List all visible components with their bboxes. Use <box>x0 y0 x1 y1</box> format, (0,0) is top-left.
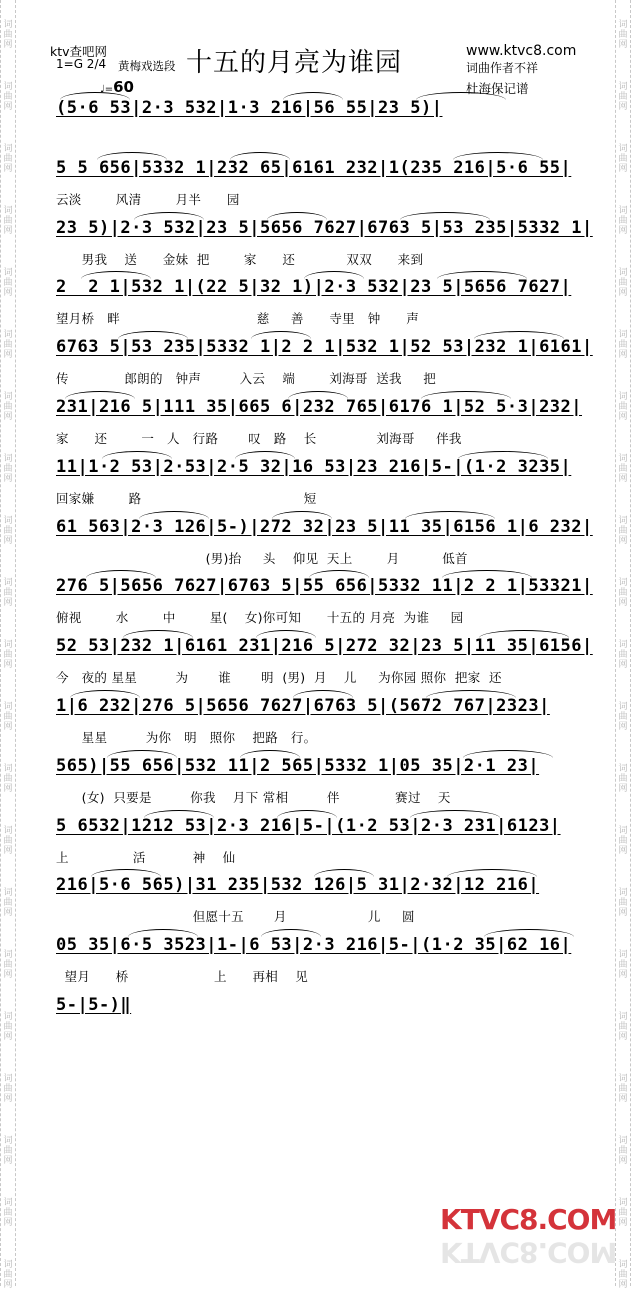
watermark-char: 词 <box>618 1012 628 1022</box>
watermark-char: 网 <box>618 226 628 236</box>
watermark-char: 词 <box>618 888 628 898</box>
slur-arc <box>118 331 188 339</box>
watermark-char: 曲 <box>618 30 628 40</box>
lyric-row: 望月桥 畔 慈 善 寺里 钟 声 <box>56 311 420 327</box>
notation-row: 11|1·2 53|2·53|2·5 32|16 53|23 216|5-|(1·2 3235| <box>56 456 572 477</box>
lyric-row: 家 还 一 人 行路 叹 路 长 刘海哥 伴我 <box>56 431 462 446</box>
notation-row: 23 5)|2·3 532|23 5|5656 7627|6763 5|53 235|5332 1| <box>56 217 593 238</box>
watermark-char: 词 <box>3 578 13 588</box>
watermark-char: 曲 <box>3 1208 13 1218</box>
composer-credit: 词曲作者不祥 <box>466 61 539 75</box>
watermark-stack <box>1 392 15 422</box>
watermark-char: 曲 <box>618 960 628 970</box>
watermark-char: 曲 <box>3 1146 13 1156</box>
watermark-char: 曲 <box>618 1146 628 1156</box>
watermark-char: 词 <box>3 950 13 960</box>
watermark-stack <box>616 1012 630 1042</box>
slur-arc <box>400 212 490 220</box>
slur-arc <box>314 869 374 877</box>
watermark-char: 网 <box>3 536 13 546</box>
watermark-char: 曲 <box>618 712 628 722</box>
watermark-char: 网 <box>3 412 13 422</box>
watermark-char: 网 <box>618 412 628 422</box>
watermark-char: 词 <box>618 144 628 154</box>
watermark-stack <box>616 454 630 484</box>
watermark-char: 词 <box>618 516 628 526</box>
lyric-row: 云淡 风清 月半 园 <box>56 191 240 207</box>
slur-arc <box>484 929 574 937</box>
watermark-char: 曲 <box>3 1084 13 1094</box>
watermark-char: 词 <box>3 1012 13 1022</box>
watermark-char: 曲 <box>618 92 628 102</box>
watermark-char: 词 <box>3 702 13 712</box>
watermark-char: 网 <box>3 102 13 112</box>
watermark-char: 词 <box>3 144 13 154</box>
slur-arc <box>442 570 532 578</box>
watermark-stack <box>616 392 630 422</box>
watermark-char: 词 <box>3 888 13 898</box>
watermark-char: 网 <box>3 598 13 608</box>
watermark-char: 曲 <box>3 92 13 102</box>
lyric-row: (女) 只要是 你我 月下 常相 伴 赛过 天 <box>56 789 451 805</box>
slur-arc <box>235 451 295 459</box>
watermark-char: 网 <box>618 1280 628 1290</box>
slur-arc <box>123 630 193 638</box>
watermark-char: 词 <box>3 392 13 402</box>
watermark-char: 词 <box>3 1198 13 1208</box>
watermark-stack <box>616 144 630 174</box>
watermark-char: 曲 <box>3 1022 13 1032</box>
watermark-char: 网 <box>3 908 13 918</box>
watermark-char: 曲 <box>3 898 13 908</box>
watermark-char: 词 <box>3 516 13 526</box>
site-url: www.ktvc8.com <box>466 43 577 59</box>
slur-arc <box>107 750 177 758</box>
watermark-char: 曲 <box>618 216 628 226</box>
notation-row: 5 6532|1212 53|2·3 216|5-|(1·2 53|2·3 231|6123| <box>56 815 561 836</box>
watermark-char: 曲 <box>3 960 13 970</box>
watermark-char: 曲 <box>3 588 13 598</box>
watermark-char: 网 <box>618 536 628 546</box>
watermark-char: 词 <box>618 1198 628 1208</box>
watermark-char: 网 <box>618 722 628 732</box>
watermark-char: 网 <box>618 288 628 298</box>
watermark-stack <box>1 640 15 670</box>
watermark-char: 曲 <box>618 402 628 412</box>
notation-row: (5·6 53|2·3 532|1·3 216|56 55|23 5)| <box>56 98 443 118</box>
transcriber-credit: 杜海保记谱 <box>466 81 529 96</box>
watermark-char: 曲 <box>618 836 628 846</box>
watermark-char: 曲 <box>3 154 13 164</box>
watermark-char: 网 <box>3 970 13 980</box>
slur-arc <box>139 511 209 519</box>
watermark-char: 词 <box>3 826 13 836</box>
slur-arc <box>426 690 516 698</box>
watermark-char: 网 <box>3 1218 13 1228</box>
watermark-char: 网 <box>3 40 13 50</box>
slur-arc <box>458 451 548 459</box>
slur-arc <box>277 810 337 818</box>
slur-arc <box>256 630 316 638</box>
watermark-stack <box>1 20 15 50</box>
watermark-char: 网 <box>3 846 13 856</box>
notation-row: 231|216 5|111 35|665 6|232 765|6176 1|52 5·3|232| <box>56 397 583 417</box>
watermark-char: 网 <box>618 40 628 50</box>
watermark-char: 网 <box>618 1094 628 1104</box>
slur-arc <box>304 271 364 279</box>
watermark-stack <box>1 888 15 918</box>
watermark-stack <box>1 516 15 546</box>
watermark-char: 曲 <box>3 340 13 350</box>
lyric-row: 星星 为你 明 照你 把路 行。 <box>56 730 317 745</box>
watermark-char: 网 <box>618 164 628 174</box>
watermark-stack <box>616 640 630 670</box>
watermark-stack <box>1 330 15 360</box>
lyric-row: (男)抬 头 仰见 天上 月 低首 <box>56 550 468 566</box>
watermark-stack <box>616 888 630 918</box>
watermark-char: 曲 <box>618 340 628 350</box>
watermark-char: 网 <box>618 908 628 918</box>
watermark-char: 词 <box>618 702 628 712</box>
watermark-char: 网 <box>3 1156 13 1166</box>
tempo-value: 60 <box>113 78 134 96</box>
watermark-char: 网 <box>618 598 628 608</box>
notation-row: 1|6 232|276 5|5656 7627|6763 5|(5672 767|2323| <box>56 696 550 716</box>
slur-arc <box>102 451 172 459</box>
notation-row: 52 53|232 1|6161 231|216 5|272 32|23 5|11 35|6156| <box>56 636 593 657</box>
watermark-char: 曲 <box>618 464 628 474</box>
watermark-char: 曲 <box>618 774 628 784</box>
watermark-char: 网 <box>3 164 13 174</box>
watermark-stack <box>1 1136 15 1166</box>
watermark-char: 曲 <box>3 278 13 288</box>
slur-arc <box>70 690 140 698</box>
watermark-stack <box>616 516 630 546</box>
slur-arc <box>251 331 311 339</box>
slur-arc <box>309 570 369 578</box>
watermark-char: 词 <box>618 578 628 588</box>
watermark-stack <box>616 206 630 236</box>
lyric-row: 回家嫌 路 短 <box>56 490 317 506</box>
ktvc8-logo: KTVC8.COM <box>440 1203 617 1236</box>
key-signature: 1=G 2/4 <box>56 57 107 71</box>
slur-arc <box>479 630 569 638</box>
watermark-char: 词 <box>618 1074 628 1084</box>
slur-arc <box>261 929 321 937</box>
slur-arc <box>267 212 327 220</box>
watermark-char: 词 <box>3 640 13 650</box>
notation-row: 565)|55 656|532 11|2 565|5332 1|05 35|2·1 23| <box>56 755 540 776</box>
watermark-char: 曲 <box>618 278 628 288</box>
lyric-row: 传 郎朗的 钟声 入云 端 刘海哥 送我 把 <box>56 371 437 387</box>
watermark-char: 曲 <box>3 712 13 722</box>
watermark-stack <box>1 764 15 794</box>
slur-arc <box>144 810 214 818</box>
watermark-stack <box>1 702 15 732</box>
watermark-stack <box>616 20 630 50</box>
watermark-char: 曲 <box>3 216 13 226</box>
slur-arc <box>463 750 553 758</box>
ktvc8-logo-reflection: KTVC8.COM <box>440 1236 617 1269</box>
notation-row: 5-|5-)‖ <box>56 995 132 1015</box>
watermark-char: 曲 <box>618 526 628 536</box>
slur-arc <box>240 750 300 758</box>
watermark-char: 词 <box>618 1260 628 1270</box>
watermark-char: 曲 <box>3 464 13 474</box>
watermark-char: 网 <box>3 1032 13 1042</box>
slur-arc <box>453 152 543 160</box>
watermark-char: 曲 <box>618 650 628 660</box>
watermark-char: 词 <box>3 454 13 464</box>
watermark-char: 词 <box>618 454 628 464</box>
watermark-char: 曲 <box>3 30 13 40</box>
watermark-stack <box>1 144 15 174</box>
slur-arc <box>134 212 204 220</box>
lyric-row: 但愿十五 月 儿 圆 <box>56 909 415 925</box>
watermark-stack <box>1 950 15 980</box>
slur-arc <box>230 152 290 160</box>
watermark-stack <box>1 826 15 856</box>
watermark-stack <box>1 1012 15 1042</box>
watermark-char: 曲 <box>3 402 13 412</box>
watermark-char: 词 <box>618 330 628 340</box>
watermark-char: 网 <box>618 660 628 670</box>
watermark-stack <box>1 1074 15 1104</box>
watermark-char: 曲 <box>3 836 13 846</box>
watermark-stack <box>1 454 15 484</box>
slur-arc <box>97 152 167 160</box>
notation-row: 6763 5|53 235|5332 1|2 2 1|532 1|52 53|232 1|6161| <box>56 337 593 358</box>
song-title: 十五的月亮为谁园 <box>186 48 403 78</box>
slur-arc <box>65 391 135 399</box>
watermark-char: 曲 <box>618 1208 628 1218</box>
watermark-stack <box>1 82 15 112</box>
watermark-char: 网 <box>3 1280 13 1290</box>
watermark-char: 曲 <box>618 154 628 164</box>
watermark-char: 网 <box>3 722 13 732</box>
slur-arc <box>293 690 353 698</box>
watermark-char: 网 <box>618 350 628 360</box>
watermark-stack <box>1 206 15 236</box>
watermark-char: 词 <box>3 764 13 774</box>
watermark-char: 词 <box>618 950 628 960</box>
watermark-stack <box>616 268 630 298</box>
watermark-char: 曲 <box>3 526 13 536</box>
slur-arc <box>405 511 495 519</box>
watermark-char: 曲 <box>3 650 13 660</box>
slur-arc <box>410 810 500 818</box>
notation-row: 05 35|6·5 3523|1-|6 53|2·3 216|5-|(1·2 35|62 16| <box>56 935 572 956</box>
watermark-char: 网 <box>618 970 628 980</box>
slur-arc <box>283 92 343 100</box>
slur-arc <box>272 511 332 519</box>
notation-row: 61 563|2·3 126|5-)|272 32|23 5|11 35|6156 1|6 232| <box>56 516 593 537</box>
watermark-char: 词 <box>3 1260 13 1270</box>
notation-row: 276 5|5656 7627|6763 5|55 656|5332 11|2 2 1|53321| <box>56 576 593 597</box>
watermark-char: 词 <box>3 330 13 340</box>
watermark-char: 网 <box>3 660 13 670</box>
watermark-char: 曲 <box>618 588 628 598</box>
watermark-char: 网 <box>3 226 13 236</box>
lyric-row: 上 活 神 仙 <box>56 849 236 865</box>
watermark-stack <box>616 826 630 856</box>
slur-arc <box>128 929 198 937</box>
lyric-row: 今 夜的 星星 为 谁 明 (男) 月 儿 为你园 照你 把家 还 <box>56 670 502 686</box>
notation-row: 2 2 1|532 1|(22 5|32 1)|2·3 532|23 5|5656 7627| <box>56 277 572 298</box>
genre-label: 黄梅戏选段 <box>118 59 176 73</box>
watermark-stack <box>1 578 15 608</box>
watermark-stack <box>616 702 630 732</box>
site-name: ktv查吧网 <box>50 44 108 59</box>
watermark-char: 词 <box>3 268 13 278</box>
notation-row: 216|5·6 565)|31 235|532 126|5 31|2·32|12 216| <box>56 875 540 896</box>
lyric-row: 男我 送 金妹 把 家 还 双双 来到 <box>56 251 424 267</box>
watermark-char: 网 <box>3 784 13 794</box>
slur-arc <box>288 391 348 399</box>
watermark-char: 曲 <box>618 1022 628 1032</box>
watermark-char: 网 <box>618 784 628 794</box>
watermark-char: 曲 <box>618 898 628 908</box>
watermark-char: 网 <box>618 102 628 112</box>
watermark-char: 网 <box>3 1094 13 1104</box>
watermark-stack <box>1 268 15 298</box>
tempo-symbol: ♩= <box>100 84 114 95</box>
watermark-char: 词 <box>3 20 13 30</box>
watermark-stack <box>616 330 630 360</box>
watermark-char: 网 <box>3 288 13 298</box>
watermark-char: 词 <box>3 206 13 216</box>
watermark-stack <box>616 1198 630 1228</box>
watermark-char: 网 <box>618 474 628 484</box>
watermark-char: 词 <box>618 82 628 92</box>
watermark-char: 曲 <box>618 1084 628 1094</box>
watermark-stack <box>616 578 630 608</box>
watermark-char: 网 <box>618 1156 628 1166</box>
watermark-stack <box>616 82 630 112</box>
watermark-char: 曲 <box>618 1270 628 1280</box>
watermark-stack <box>616 764 630 794</box>
lyric-row: 望月 桥 上 再相 见 <box>56 969 308 985</box>
slur-arc <box>91 869 161 877</box>
watermark-char: 词 <box>3 1074 13 1084</box>
slur-arc <box>474 331 564 339</box>
watermark-char: 词 <box>3 1136 13 1146</box>
watermark-char: 词 <box>618 20 628 30</box>
watermark-char: 网 <box>3 350 13 360</box>
slur-arc <box>447 869 537 877</box>
watermark-char: 网 <box>618 1218 628 1228</box>
watermark-char: 词 <box>618 206 628 216</box>
watermark-stack <box>1 1198 15 1228</box>
watermark-char: 词 <box>618 764 628 774</box>
watermark-stack <box>616 1074 630 1104</box>
watermark-char: 网 <box>618 1032 628 1042</box>
slur-arc <box>421 391 511 399</box>
watermark-char: 词 <box>618 640 628 650</box>
watermark-char: 词 <box>3 82 13 92</box>
watermark-stack <box>616 950 630 980</box>
watermark-char: 网 <box>618 846 628 856</box>
watermark-char: 词 <box>618 1136 628 1146</box>
watermark-char: 网 <box>3 474 13 484</box>
watermark-char: 曲 <box>3 1270 13 1280</box>
lyric-row: 俯视 水 中 星( 女)你可知 十五的 月亮 为谁 园 <box>56 610 464 626</box>
watermark-char: 曲 <box>3 774 13 784</box>
watermark-stack <box>616 1136 630 1166</box>
slur-arc <box>81 271 151 279</box>
slur-arc <box>86 570 156 578</box>
slur-arc <box>437 271 527 279</box>
watermark-char: 词 <box>618 826 628 836</box>
watermark-char: 词 <box>618 392 628 402</box>
watermark-char: 词 <box>618 268 628 278</box>
notation-row: 5 5 656|5332 1|232 65|6161 232|1(235 216|5·6 55| <box>56 157 572 178</box>
